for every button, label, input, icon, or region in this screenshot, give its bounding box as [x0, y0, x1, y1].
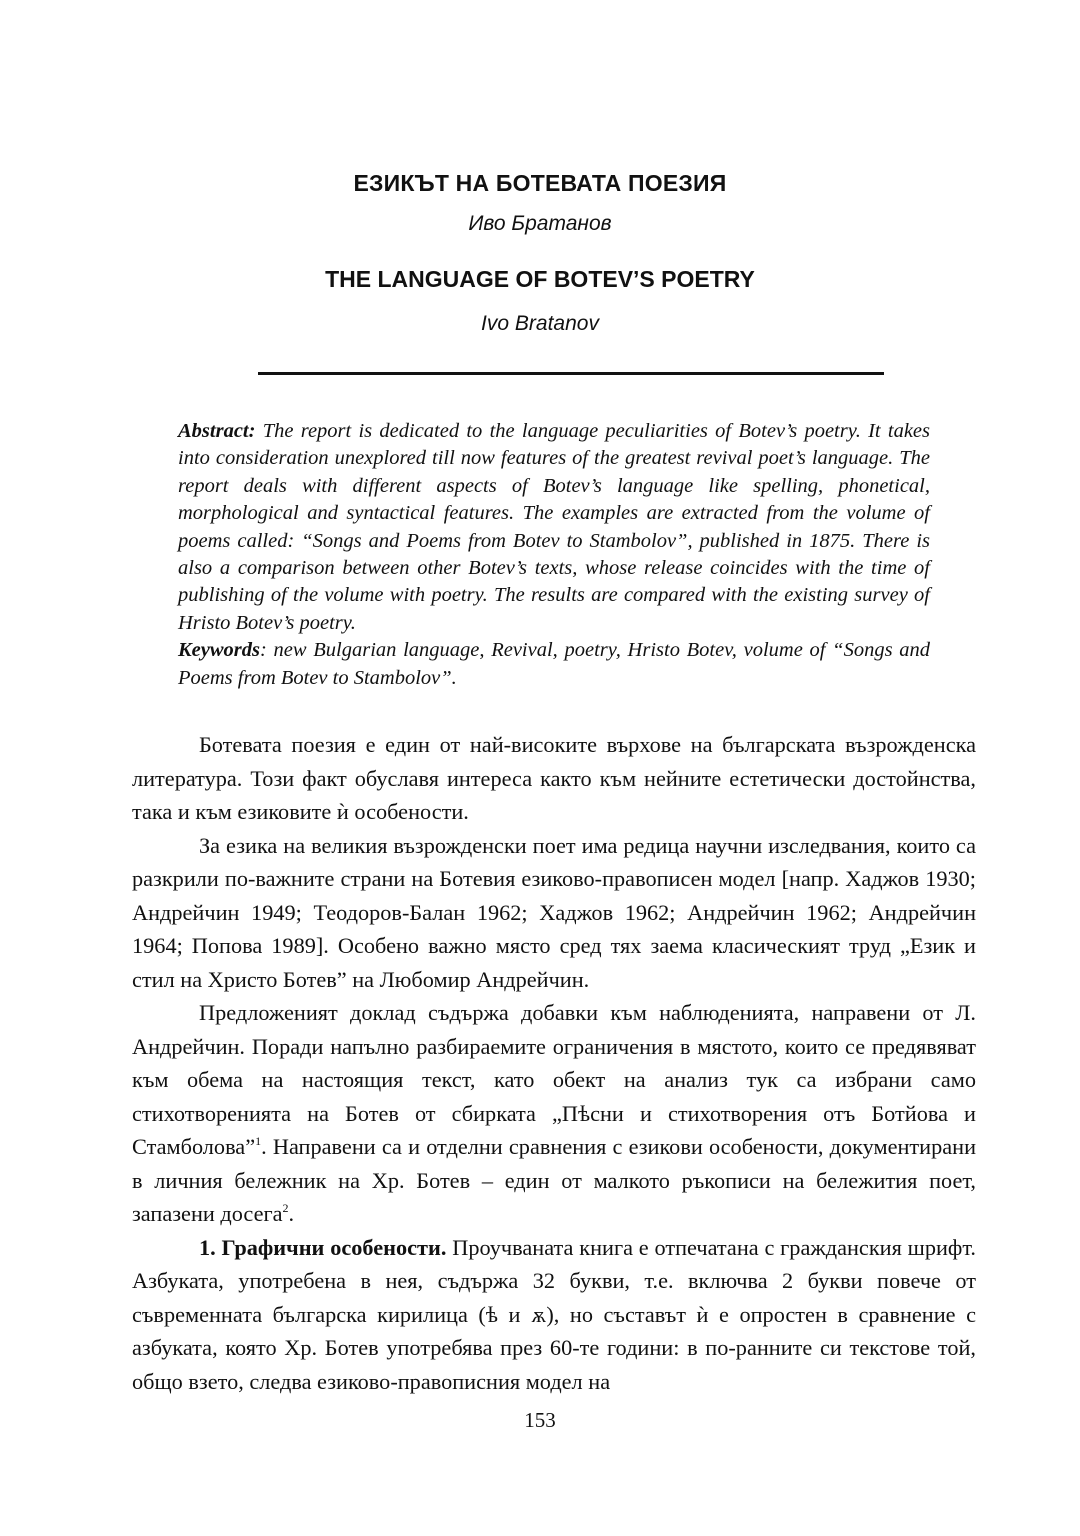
body-paragraph-2: За езика на великия възрожденски поет има редица научни изследвания, които са разкрили по-важните страни на Ботевия езиково-правописен модел [напр. Хаджов 1930; Андрейчин 1949; Теодоров-Балан 1962; Хаджов 1962; Андрейчин 1962; Андрейчин 1964; Попова 1989]. Особено важно място сред тях заема класическият труд „Език и стил на Христо Ботев” на Любомир Андрейчин. [132, 832, 976, 992]
keywords-label: Keywords [178, 639, 260, 662]
paper-title-english: THE LANGUAGE OF BOTEV’S POETRY [325, 266, 755, 292]
body-paragraph-3-part-2: . Направени са и отделни сравнения с езикови особености, документирани в личния бележник на Хр. Ботев – един от малкото ръкописи на бележития поет, запазени досега [132, 1134, 976, 1226]
page-number: 153 [524, 1408, 556, 1432]
abstract-block [178, 418, 930, 692]
body-paragraph-1: Ботевата поезия е един от най-високите върхове на българската възрожденска литература. Този факт обуславя интереса както към нейните естетически достойнства, така и към езиковите ѝ особености. [132, 732, 976, 824]
abstract-label: Abstract: [178, 420, 256, 442]
title-divider [258, 372, 884, 375]
body-paragraph-3-part-3: . [288, 1201, 295, 1226]
abstract-paragraph [178, 418, 930, 637]
keywords-paragraph [178, 637, 930, 692]
author-name-english: Ivo Bratanov [481, 312, 599, 335]
section-heading: 1. Графични особености. [199, 1234, 447, 1260]
body-text [132, 728, 976, 1398]
author-name-bulgarian: Иво Братанов [468, 212, 612, 235]
body-paragraph-4-text: Проучваната книга е отпечатана с гражданския шрифт. Азбуката, употребена в нея, съдържа 32 букви, т.е. включва 2 букви повече от съвременната българска кирилица (ѣ и ѫ), но съставът ѝ е опростен в сравнение с азбуката, която Хр. Ботев употребява през 60-те години: в по-ранните си текстове той, общо взето, следва езиково-правописния модел на [132, 1234, 976, 1394]
body-paragraph-3 [132, 996, 976, 1231]
body-paragraph-3-part-1: Предложеният доклад съдържа добавки към наблюденията, направени от Л. Андрейчин. Поради напълно разбираемите ограничения в мястото, които се предявяват към обема на настоящия текст, като обект на анализ тук са избрани само стихотворенията на Ботев от сбирката „Пѣсни и стихотворения отъ Ботйова и Стамболова” [132, 1000, 976, 1159]
keywords-text: : new Bulgarian language, Revival, poetry, Hristo Botev, volume of “Songs and Poems from Botev to Stambolov”. [178, 639, 930, 689]
body-paragraph-4 [132, 1231, 976, 1399]
abstract-text: The report is dedicated to the language peculiarities of Botev’s poetry. It takes into consideration unexplored till now features of the greatest revival poet’s language. The report deals with different aspects of Botev’s language like spelling, phonetical, morphological and syntactical features. The examples are extracted from the volume of poems called: “Songs and Poems from Botev to Stambolov”, published in 1875. There is also a comparison between other Botev’s texts, whose release coincides with the time of publishing of the volume with poetry. The results are compared with the existing survey of Hristo Botev’s poetry. [178, 420, 930, 634]
paper-title-bulgarian: ЕЗИКЪТ НА БОТЕВАТА ПОЕЗИЯ [353, 170, 727, 196]
footnote-ref-1: 1 [255, 1134, 262, 1148]
footnote-ref-2: 2 [282, 1201, 289, 1215]
